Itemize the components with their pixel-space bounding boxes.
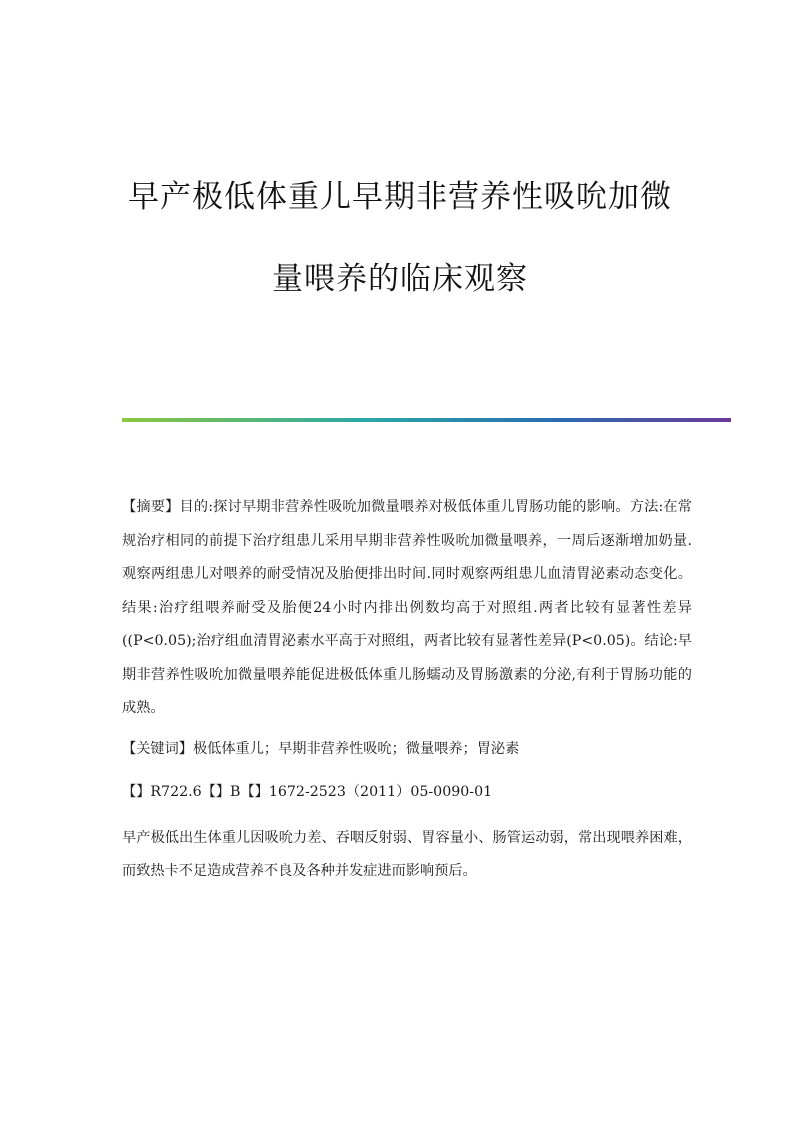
gradient-divider — [122, 418, 731, 422]
intro-paragraph: 早产极低出生体重儿因吸吮力差、吞咽反射弱、胃容量小、肠管运动弱，常出现喂养困难，而致热卡不足造成营养不良及各种并发症进而影响预后。 — [122, 829, 692, 879]
abstract-paragraph: 【摘要】目的:探讨早期非营养性吸吮加微量喂养对极低体重儿胃肠功能的影响。方法:在常规治疗相同的前提下治疗组患儿采用早期非营养性吸吮加微量喂养，一周后逐渐增加奶量.观察两组患儿对喂养的耐受情况及胎便排出时间.同时观察两组患儿血清胃泌素动态变化。结果:治疗组喂养耐受及胎便24小时内排出例数均高于对照组.两者比较有显著性差异((P<0.05);治疗组血清胃泌素水平高于对照组，两者比较有显著性差异(P<0.05)。结论:早期非营养性吸吮加微量喂养能促进极低体重儿肠蠕动及胃肠激素的分泌,有利于胃肠功能的成熟。 — [122, 499, 692, 716]
paper-title-line-1: 早产极低体重儿早期非营养性吸吮加微 — [128, 179, 672, 215]
paper-title-line-2: 量喂养的临床观察 — [272, 261, 528, 297]
paper-title — [100, 178, 700, 298]
keywords-paragraph: 【关键词】极低体重儿；早期非营养性吸吮；微量喂养；胃泌素 — [122, 740, 520, 757]
classification-line: 【】R722.6【】B【】1672-2523（2011）05-0090-01 — [122, 784, 493, 800]
paper-body — [122, 491, 692, 889]
